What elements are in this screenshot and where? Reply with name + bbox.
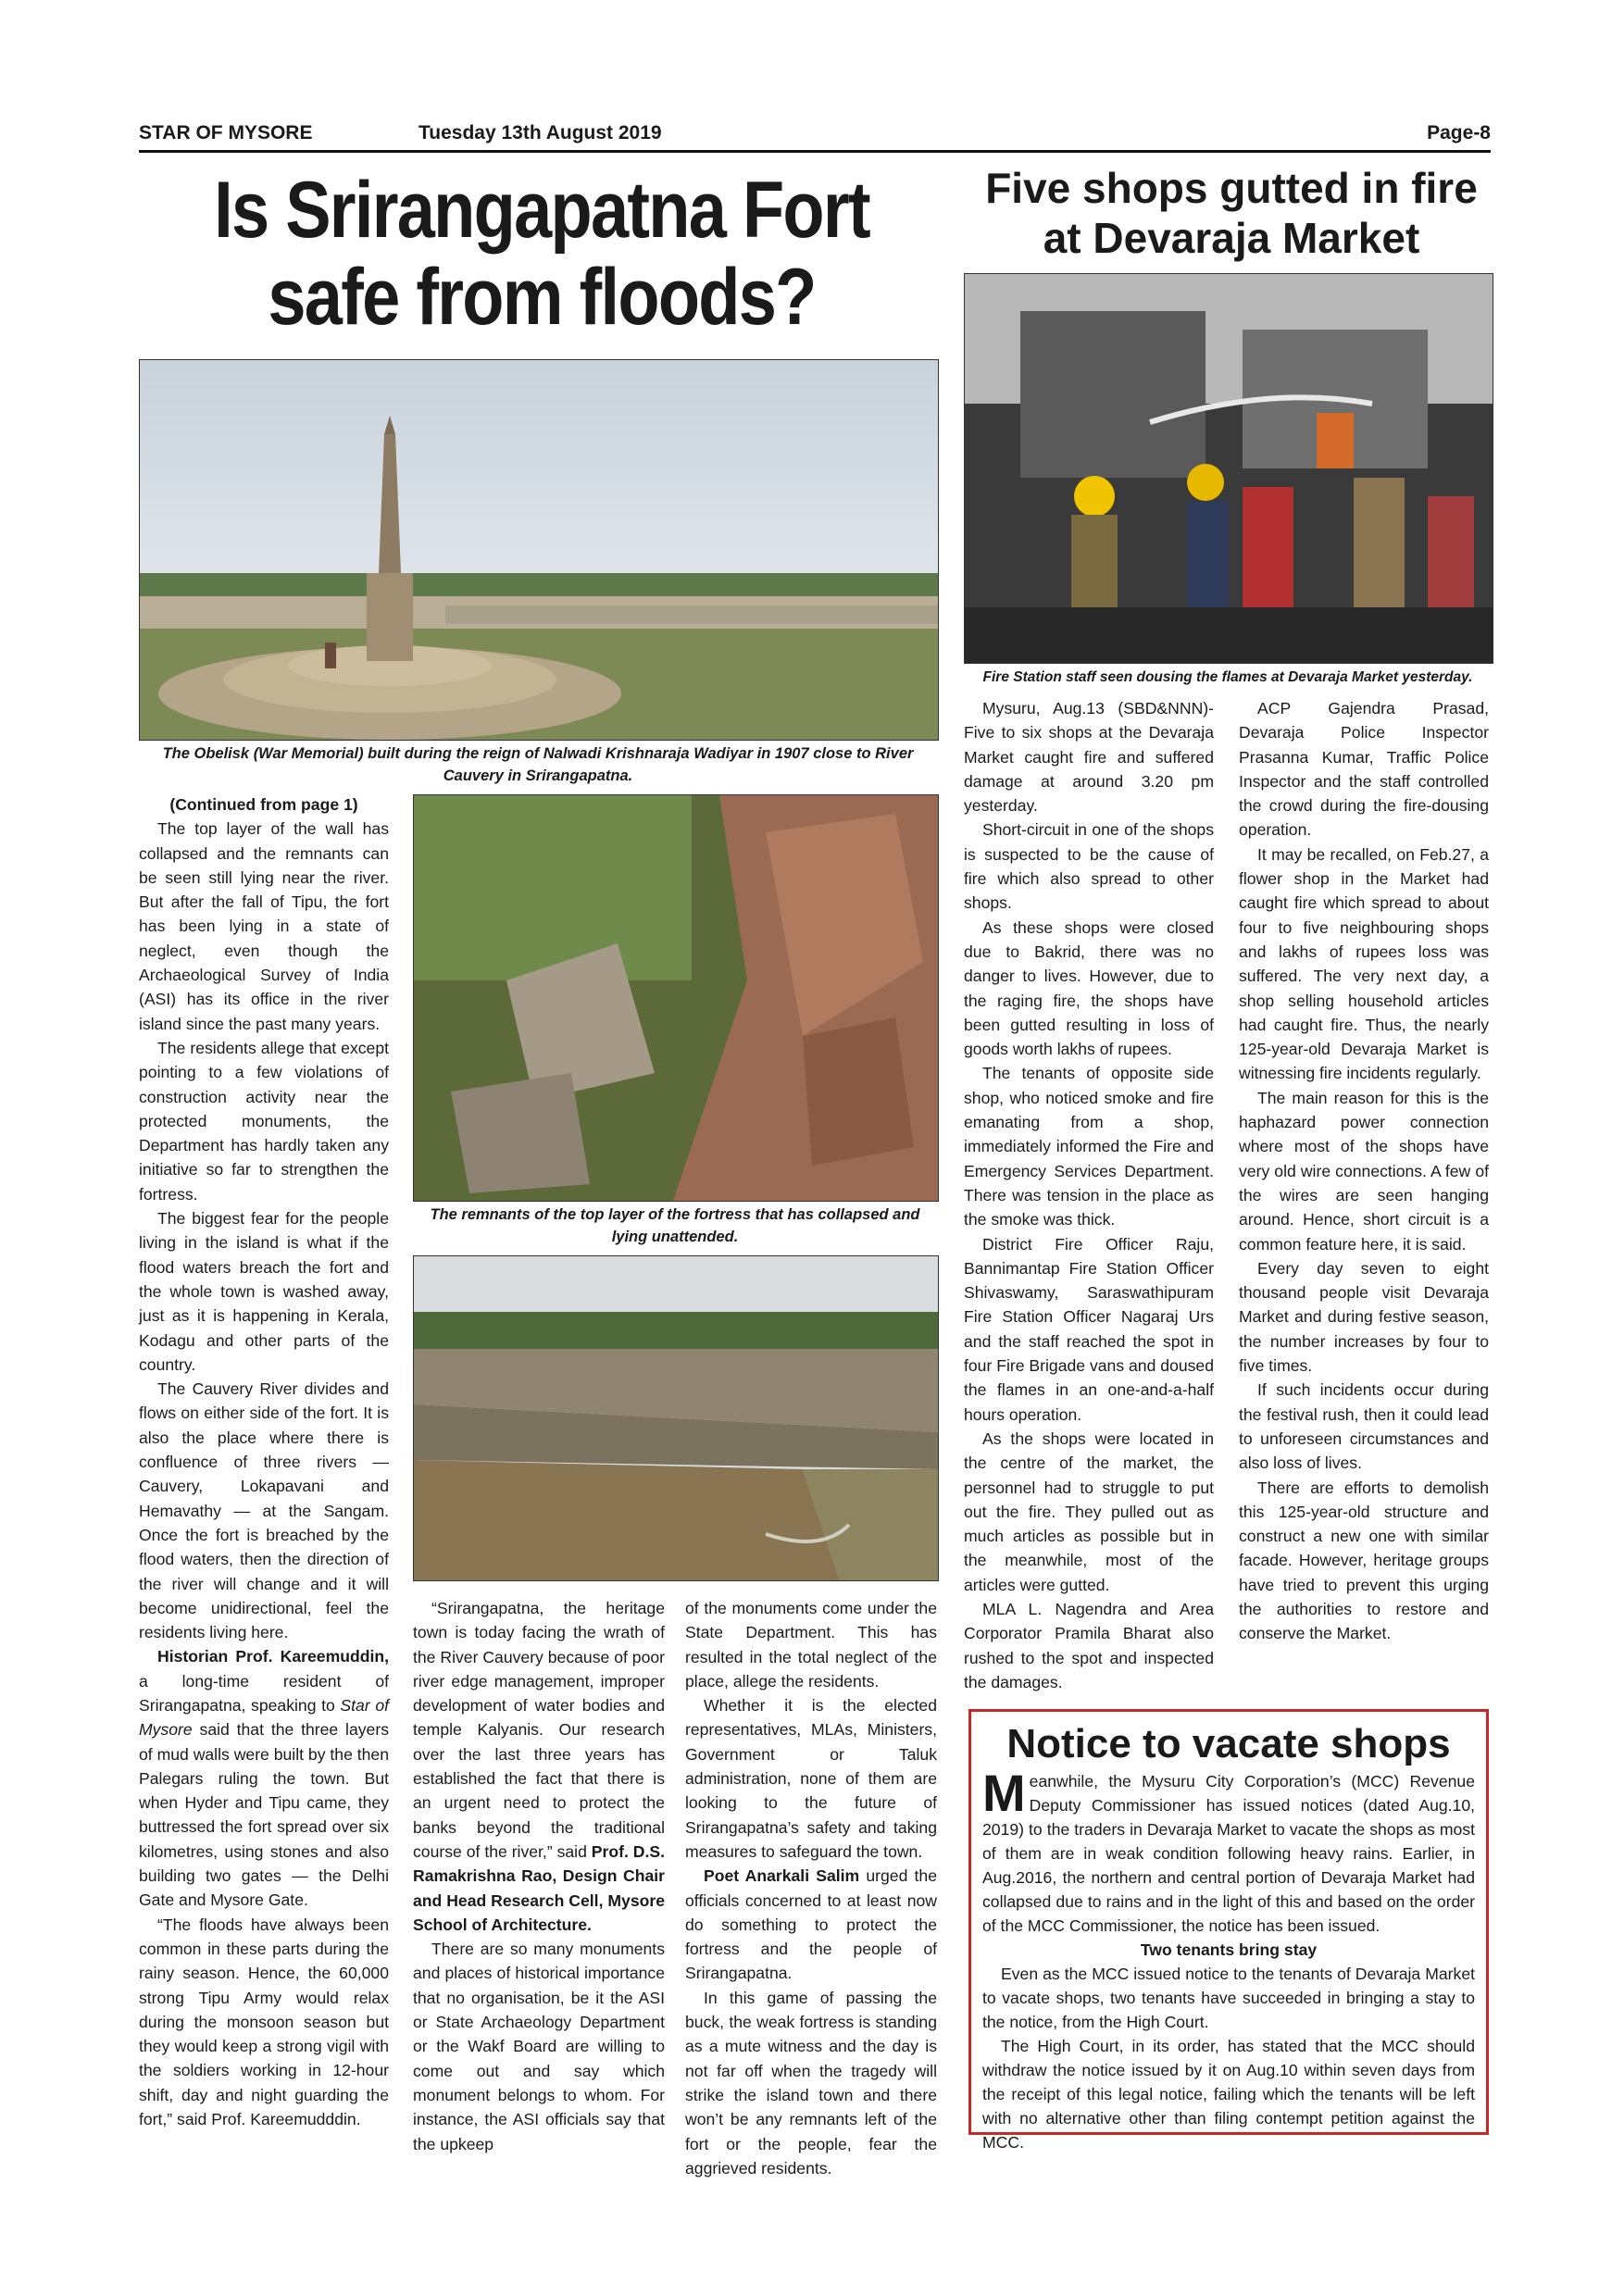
paragraph: The residents allege that except pointing to a few violations of construction activity near the protected monuments, the Department has hardly taken any initiative so far to strengthen the fortress.	[139, 1038, 389, 1204]
historian-name: Historian Prof. Kareemuddin,	[157, 1647, 389, 1666]
paragraph	[685, 1864, 937, 1985]
river-wall-photo	[413, 1255, 939, 1581]
poet-name: Poet Anarkali Salim	[704, 1866, 860, 1886]
paragraph: If such incidents occur during the festival rush, then it could lead to unforeseen circumstances and also loss of lives.	[1239, 1380, 1489, 1473]
issue-date: Tuesday 13th August 2019	[418, 122, 662, 144]
fire-headline: Five shops gutted in fire at Devaraja Market	[985, 164, 1478, 262]
paragraph: The top layer of the wall has collapsed and the remnants can be seen still lying near the river. But after the fall of Tipu, the fort has been lying in a state of neglect, even though the Archaeological Survey of India (ASI) has its office in the river island since the past many years.	[139, 819, 389, 1033]
paragraph: It may be recalled, on Feb.27, a flower shop in the Market had caught fire which spread to about four to five neighbouring shops and lakhs of rupees loss was suffered. The very next day, a shop selling household articles had caught fire. Thus, the nearly 125-year-old Devaraja Market is witnessing fire incidents regularly.	[1239, 844, 1489, 1083]
paragraph: The Cauvery River divides and flows on either side of the fort. It is also the place where there is confluence of three rivers — Cauvery, Lokapavani and Hemavathy — at the Sangam. Once the fort is breached by the flood waters, then the direction of the river will change and it will become unidirectional, feel the residents living here.	[139, 1379, 389, 1642]
paragraph: MLA L. Nagendra and Area Corporator Pramila Bharat also rushed to the spot and inspected the damages.	[964, 1599, 1214, 1691]
fire-photo	[964, 273, 1493, 664]
rubble-photo	[413, 794, 939, 1202]
paragraph: ACP Gajendra Prasad, Devaraja Police Inspector Prasanna Kumar, Traffic Police Inspector and the staff controlled the crowd during the fire-dousing operation.	[1239, 699, 1489, 840]
paragraph: of the monuments come under the State Department. This has resulted in the total neglect of the place, allege the residents.	[685, 1599, 937, 1691]
paragraph-text: eanwhile, the Mysuru City Corporation’s (MCC) Revenue Deputy Commissioner has issued notices (dated Aug.10, 2019) to the traders in Devaraja Market to vacate the shops as most of them are in weak condition following heavy rains. Earlier, in Aug.2016, the northern and central portion of Devaraja Market had collapsed due to rains and in the light of this and based on the order of the MCC Commissioner, the notice has been issued.	[982, 1772, 1475, 1935]
paragraph: Even as the MCC issued notice to the tenants of Devaraja Market to vacate shops, two tenants have succeeded in bringing a stay to the notice, from the High Court.	[982, 1965, 1475, 2031]
obelisk-photo-caption: The Obelisk (War Memorial) built during the reign of Nalwadi Krishnaraja Wadiyar in 1907 close to River Cauvery in Srirangapatna.	[162, 745, 914, 784]
paragraph: As these shops were closed due to Bakrid, there was no danger to lives. However, due to the raging fire, the shops have been gutted resulting in loss of goods worth lakhs of rupees.	[964, 917, 1214, 1059]
rubble-photo-caption: The remnants of the top layer of the fortress that has collapsed and lying unattended.	[430, 1206, 920, 1245]
paragraph: The biggest fear for the people living in the island is what if the flood waters breach the fort and the whole town is washed away, just as it is happening in Kerala, Kodagu and other parts of the country.	[139, 1209, 389, 1374]
professor-name: Prof. D.S. Ramakrishna Rao, Design Chair and Head Research Cell, Mysore School of Architecture.	[413, 1841, 665, 1934]
paragraph-text: urged the officials concerned to at least now do something to protect the fortress and the people of Srirangapatna.	[685, 1866, 938, 1983]
dateline-paragraph: Mysuru, Aug.13 (SBD&NNN)- Five to six shops at the Devaraja Market caught fire and suffered damage at around 3.20 pm yesterday.	[964, 699, 1214, 816]
paragraph: The main reason for this is the haphazard power connection where most of the shops have very old wire connections. A few of the wires are seen hanging around. Hence, short circuit is a common feature here, it is said.	[1239, 1088, 1489, 1254]
notice-subhead: Two tenants bring stay	[1140, 1940, 1318, 1959]
page-number: Page-8	[1427, 122, 1491, 144]
publication-name: Star of Mysore	[139, 1695, 389, 1740]
obelisk-photo	[139, 359, 939, 741]
paragraph: As the shops were located in the centre of the market, the personnel had to struggle to put out the fire. They pulled out as much articles as possible but in the meanwhile, most of the articles were gutted.	[964, 1429, 1214, 1594]
paragraph-text: said that the three layers of mud walls were built by the then Palegars ruling the town. But when Hyder and Tipu came, they buttressed the fort spread over six kilometres, using stones and also building two gates — the Delhi Gate and Mysore Gate.	[139, 1720, 389, 1910]
fort-column-1	[139, 792, 389, 2131]
fort-column-3	[685, 1596, 937, 2180]
paragraph-text: a long-time resident of Srirangapatna, speaking to	[139, 1671, 389, 1715]
notice-headline: Notice to vacate shops	[1006, 1721, 1451, 1766]
fire-column-1	[964, 696, 1214, 1694]
paragraph: Whether it is the elected representatives, MLAs, Ministers, Government or Taluk administration, none of them are looking to the future of Srirangapatna’s safety and taking measures to safeguard the town.	[685, 1696, 937, 1861]
paragraph	[413, 1596, 665, 1937]
paragraph: There are efforts to demolish this 125-year-old structure and construct a new one with similar facade. However, heritage groups have tried to prevent this urging the authorities to restore and conserve the Market.	[1239, 1478, 1489, 1643]
paragraph	[139, 1644, 389, 1912]
paragraph: “The floods have always been common in these parts during the rainy season. Hence, the 60,000 strong Tipu Army would relax during the monsoon season but they would keep a strong vigil with the soldiers working in 12-hour shift, day and night guarding the fort,” said Prof. Kareemudddin.	[139, 1915, 389, 2129]
paragraph: Every day seven to eight thousand people visit Devaraja Market and during festive season, the number increases by four to five times.	[1239, 1258, 1489, 1376]
fire-photo-caption: Fire Station staff seen dousing the flames at Devaraja Market yesterday.	[982, 669, 1473, 685]
paragraph	[982, 1764, 1475, 1938]
fort-headline: Is Srirangapatna Fort safe from floods?	[214, 166, 869, 342]
fort-column-2	[413, 1596, 665, 2156]
paragraph-text: “Srirangapatna, the heritage town is today facing the wrath of the River Cauvery because of poor river edge management, improper development of water bodies and temple Kalyanis. Our research over the last three years has established the fact that there is an urgent need to protect the banks beyond the traditional course of the river,” said	[413, 1599, 665, 1861]
drop-cap: M	[982, 1764, 1026, 1822]
newspaper-name: STAR OF MYSORE	[139, 122, 313, 144]
paragraph: The tenants of opposite side shop, who noticed smoke and fire emanating from a shop, immediately informed the Fire and Emergency Services Department. There was tension in the place as the smoke was thick.	[964, 1064, 1214, 1229]
notice-body	[982, 1764, 1475, 2154]
continued-note: (Continued from page 1)	[169, 795, 358, 814]
notice-box	[968, 1709, 1489, 2152]
fire-column-2	[1239, 696, 1489, 1646]
masthead	[139, 119, 1491, 153]
paragraph: In this game of passing the buck, the weak fortress is standing as a mute witness and the day is not far off when the tragedy will strike the island town and there won’t be any remnants left of the fort or the people, fear the aggrieved residents.	[685, 1988, 937, 2177]
paragraph: The High Court, in its order, has stated that the MCC should withdraw the notice issued by it on Aug.10 within seven days from the receipt of this legal notice, failing which the tenants will be left with no alternative other than filing contempt petition against the MCC.	[982, 2037, 1475, 2152]
paragraph: There are so many monuments and places of historical importance that no organisation, be it the ASI or State Archaeology Department or the Wakf Board are willing to come out and say which monument belongs to whom. For instance, the ASI officials say that the upkeep	[413, 1940, 665, 2153]
paragraph: District Fire Officer Raju, Bannimantap Fire Station Officer Shivaswamy, Saraswathipuram Fire Station Officer Nagaraj Urs and the staff reached the spot in four Fire Brigade vans and doused the flames in an one-and-a-half hours operation.	[964, 1234, 1214, 1424]
paragraph: Short-circuit in one of the shops is suspected to be the cause of fire which also spread to other shops.	[964, 820, 1214, 913]
